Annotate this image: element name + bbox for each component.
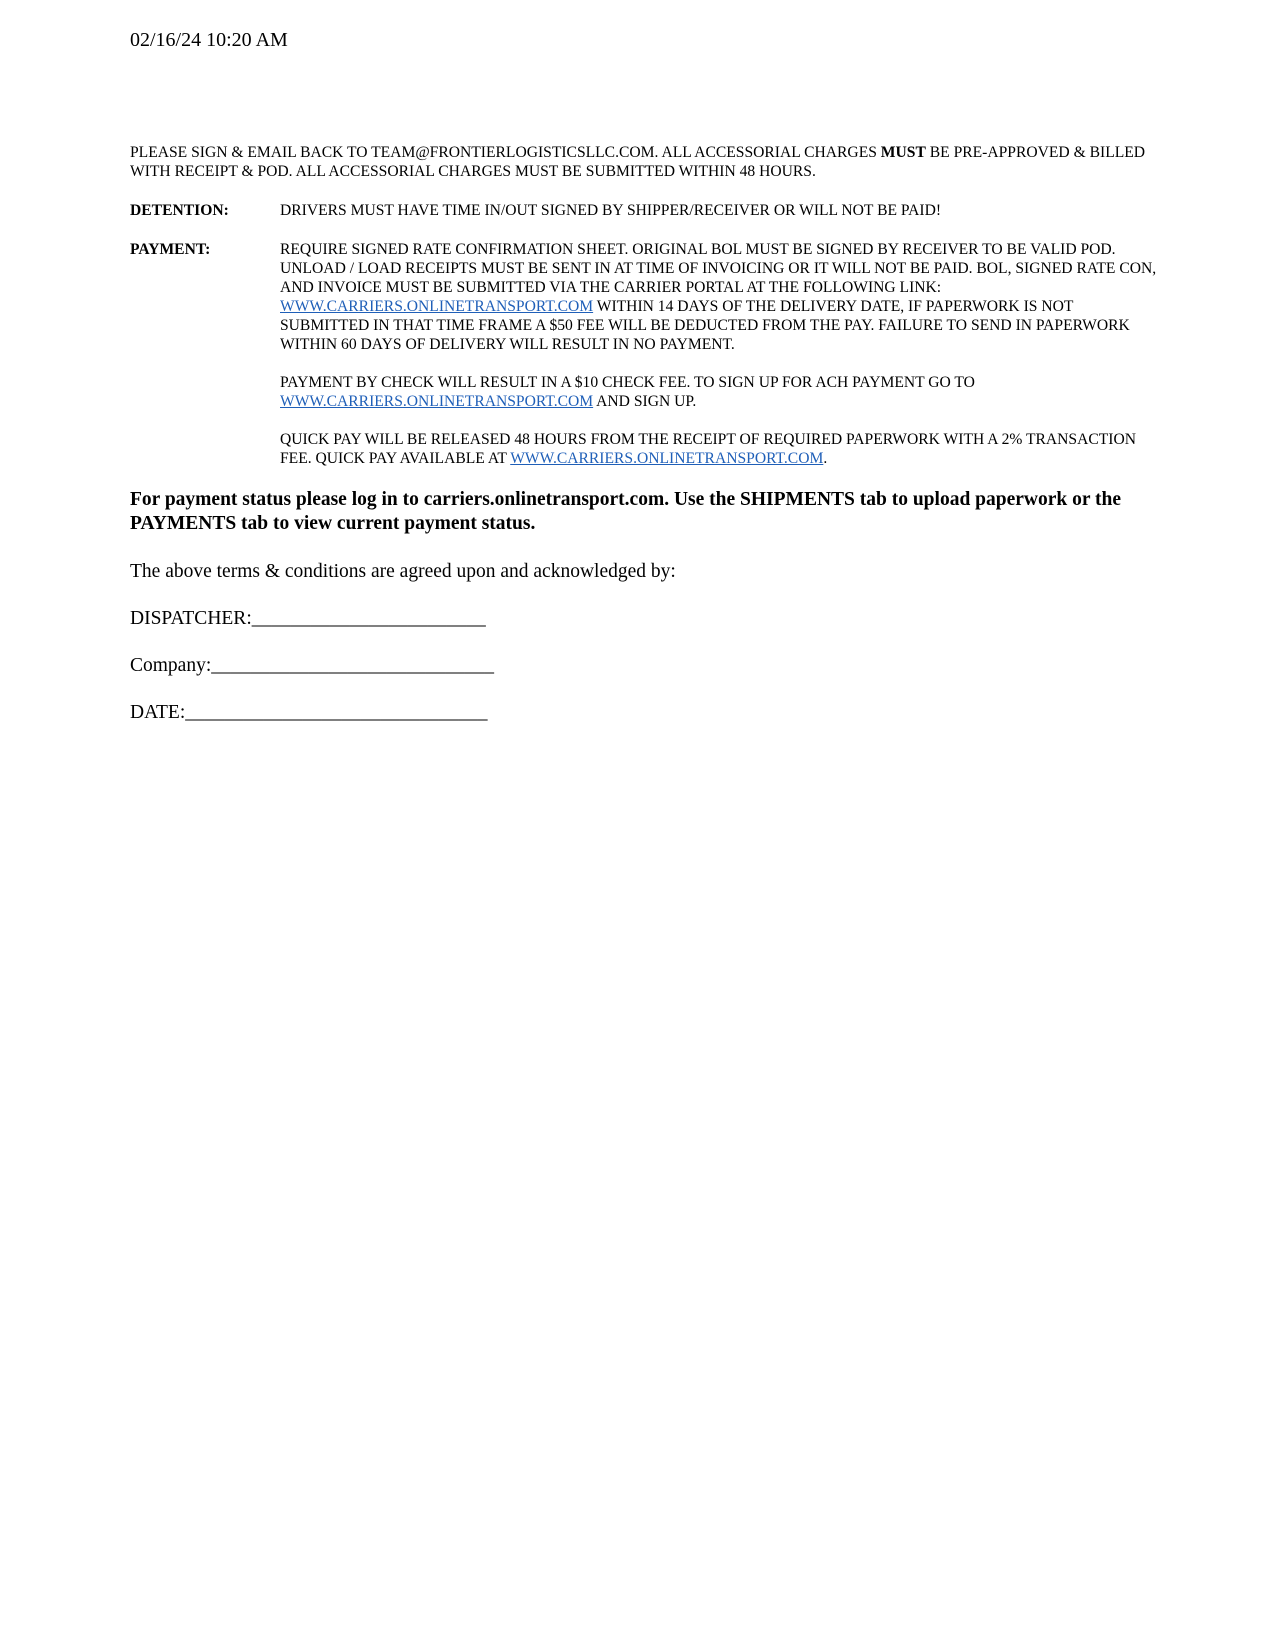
payment-p1-text-start: REQUIRE SIGNED RATE CONFIRMATION SHEET. ORIGINAL BOL MUST BE SIGNED BY RECEIVER TO BE VALID POD. UNLOAD / LOAD RECEIPTS MUST BE SENT IN AT TIME OF INVOICING OR IT WILL NOT BE PAID. BOL, SIGNED RATE CON, AND INVOICE MUST BE SUBMITTED VIA THE CARRIER PORTAL AT THE FOLLOWING LINK: [280, 241, 1157, 296]
intro-paragraph [130, 143, 1160, 181]
payment-p1-text-end: WITHIN 14 DAYS OF THE DELIVERY DATE, IF PAPERWORK IS NOT SUBMITTED IN THAT TIME FRAME A $50 FEE WILL BE DEDUCTED FROM THE PAY. FAILURE TO SEND IN PAPERWORK WITHIN 60 DAYS OF DELIVERY WILL RESULT IN NO PAYMENT. [280, 298, 1130, 353]
timestamp: 02/16/24 10:20 AM [130, 29, 288, 51]
intro-text-end: BE PRE-APPROVED & BILLED WITH RECEIPT & POD. ALL ACCESSORIAL CHARGES MUST BE SUBMITTED WITHIN 48 HOURS. [130, 144, 1146, 180]
detention-label: DETENTION: [130, 202, 229, 219]
payment-p2-text-start: PAYMENT BY CHECK WILL RESULT IN A $10 CHECK FEE. TO SIGN UP FOR ACH PAYMENT GO TO [280, 374, 975, 391]
acknowledgement-text: The above terms & conditions are agreed upon and acknowledged by: [130, 561, 676, 582]
payment-term [130, 240, 1160, 468]
payment-p2-text-end: AND SIGN UP. [593, 393, 697, 410]
company-signature-line: Company:_____________________________ [130, 655, 494, 676]
payment-p3-text-end: . [823, 450, 828, 467]
payment-paragraph-check [280, 373, 1160, 411]
payment-label: PAYMENT: [130, 241, 211, 258]
payment-paragraph-paperwork [280, 240, 1160, 354]
intro-text-start: PLEASE SIGN & EMAIL BACK TO TEAM@FRONTIERLOGISTICSLLC.COM. ALL ACCESSORIAL CHARGES [130, 144, 881, 161]
intro-emphasis: MUST [880, 144, 926, 161]
ach-signup-link[interactable]: WWW.CARRIERS.ONLINETRANSPORT.COM [280, 393, 594, 410]
detention-body [280, 201, 1160, 220]
payment-p3-text-start: QUICK PAY WILL BE RELEASED 48 HOURS FROM THE RECEIPT OF REQUIRED PAPERWORK WITH A 2% TRANSACTION FEE. QUICK PAY AVAILABLE AT [280, 431, 1137, 467]
dispatcher-signature-line: DISPATCHER:________________________ [130, 608, 486, 629]
payment-body [280, 240, 1160, 468]
carrier-portal-link[interactable]: WWW.CARRIERS.ONLINETRANSPORT.COM [280, 298, 594, 315]
payment-status-note: For payment status please log in to carriers.onlinetransport.com. Use the SHIPMENTS tab to upload paperwork or the PAYMENTS tab to view current payment status. [130, 489, 1122, 534]
payment-paragraph-quickpay [280, 430, 1160, 468]
quickpay-link[interactable]: WWW.CARRIERS.ONLINETRANSPORT.COM [510, 450, 824, 467]
date-signature-line: DATE:_______________________________ [130, 702, 488, 723]
detention-term [130, 201, 1160, 220]
detention-text: DRIVERS MUST HAVE TIME IN/OUT SIGNED BY SHIPPER/RECEIVER OR WILL NOT BE PAID! [280, 202, 942, 219]
